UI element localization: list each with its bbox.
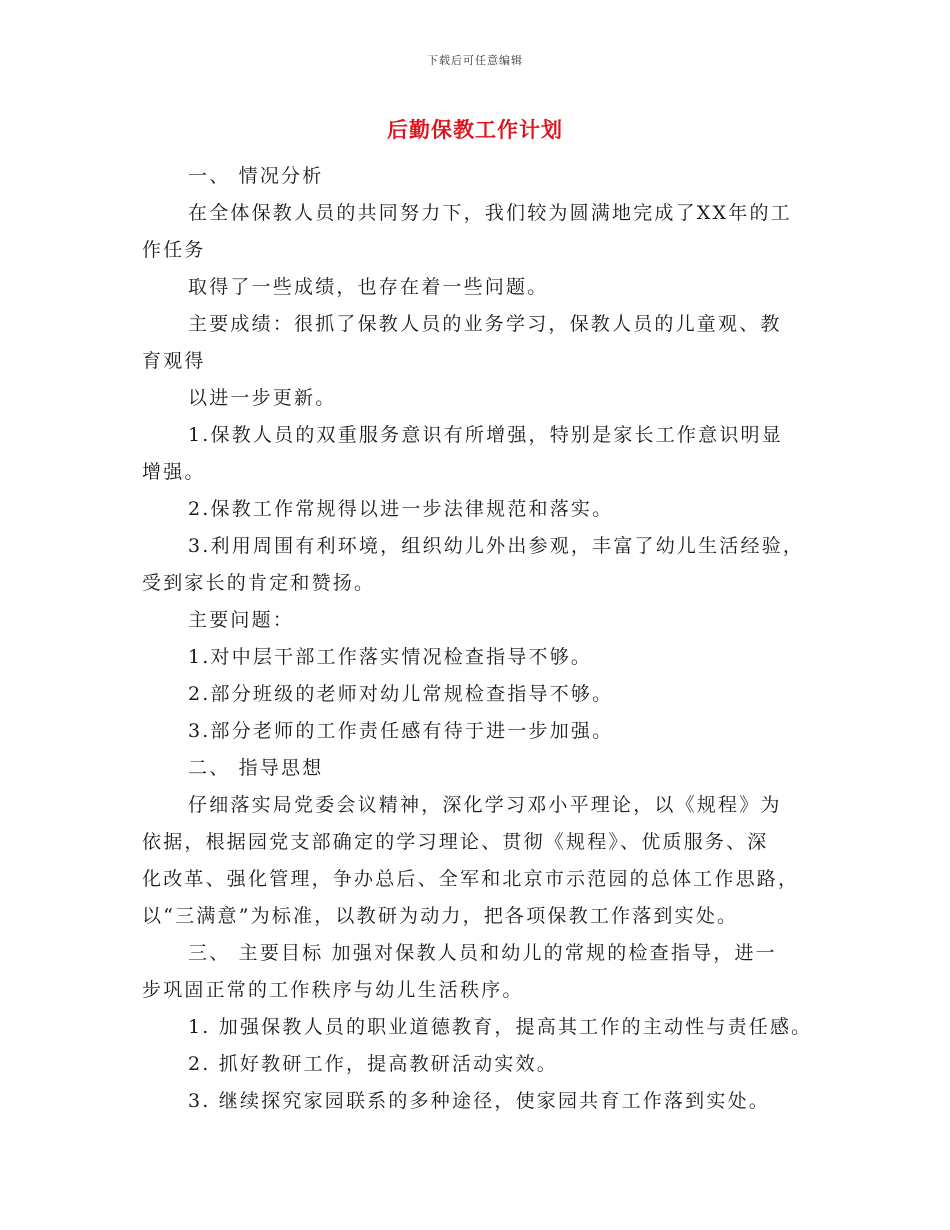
document-body bbox=[142, 158, 832, 1120]
paragraph-line: 化改革、强化管理，争办总后、全军和北京市示范园的总体工作思路， bbox=[142, 868, 800, 890]
list-item: 2.保教工作常规得以进一步法律规范和落实。 bbox=[188, 498, 614, 520]
paragraph-line: 取得了一些成绩，也存在着一些问题。 bbox=[188, 276, 549, 298]
list-item: 2. 抓好教研工作，提高教研活动实效。 bbox=[188, 1053, 558, 1075]
list-item-continuation: 受到家长的肯定和赞扬。 bbox=[142, 572, 376, 594]
paragraph-line: 以进一步更新。 bbox=[188, 387, 337, 409]
paragraph-line: 主要成绩：很抓了保教人员的业务学习，保教人员的儿童观、教 bbox=[188, 313, 782, 335]
list-item: 2.部分班级的老师对幼儿常规检查指导不够。 bbox=[188, 683, 614, 705]
paragraph-line: 依据，根据园党支部确定的学习理论、贯彻《规程》、优质服务、深 bbox=[142, 831, 769, 853]
paragraph-line: 育观得 bbox=[142, 350, 206, 372]
section-heading-analysis: 一、 情况分析 bbox=[188, 165, 324, 187]
paragraph-line: 以“三满意”为标准，以教研为动力，把各项保教工作落到实处。 bbox=[142, 905, 739, 927]
paragraph-line: 步巩固正常的工作秩序与幼儿生活秩序。 bbox=[142, 979, 524, 1001]
section-heading-guiding-ideology: 二、 指导思想 bbox=[188, 757, 324, 779]
page-header-note: 下载后可任意编辑 bbox=[427, 54, 523, 67]
list-item: 1. 加强保教人员的职业道德教育，提高其工作的主动性与责任感。 bbox=[188, 1016, 813, 1038]
list-item: 3. 继续探究家园联系的多种途径，使家园共育工作落到实处。 bbox=[188, 1090, 770, 1112]
paragraph-line: 作任务 bbox=[142, 239, 206, 261]
list-item: 3.部分老师的工作责任感有待于进一步加强。 bbox=[188, 720, 614, 742]
paragraph-line: 仔细落实局党委会议精神，深化学习邓小平理论，以《规程》为 bbox=[188, 794, 782, 816]
list-item: 1.对中层干部工作落实情况检查指导不够。 bbox=[188, 646, 593, 668]
paragraph-line: 在全体保教人员的共同努力下，我们较为圆满地完成了XX年的工 bbox=[188, 202, 792, 224]
document-title: 后勤保教工作计划 bbox=[387, 117, 563, 142]
list-item-continuation: 增强。 bbox=[142, 461, 206, 483]
subheading-problems: 主要问题： bbox=[188, 609, 295, 631]
list-item: 3.利用周围有利环境，组织幼儿外出参观，丰富了幼儿生活经验， bbox=[188, 535, 805, 557]
section-heading-main-goals: 三、 主要目标 加强对保教人员和幼儿的常规的检查指导，进一 bbox=[188, 942, 777, 964]
list-item: 1.保教人员的双重服务意识有所增强，特别是家长工作意识明显 bbox=[188, 424, 783, 446]
